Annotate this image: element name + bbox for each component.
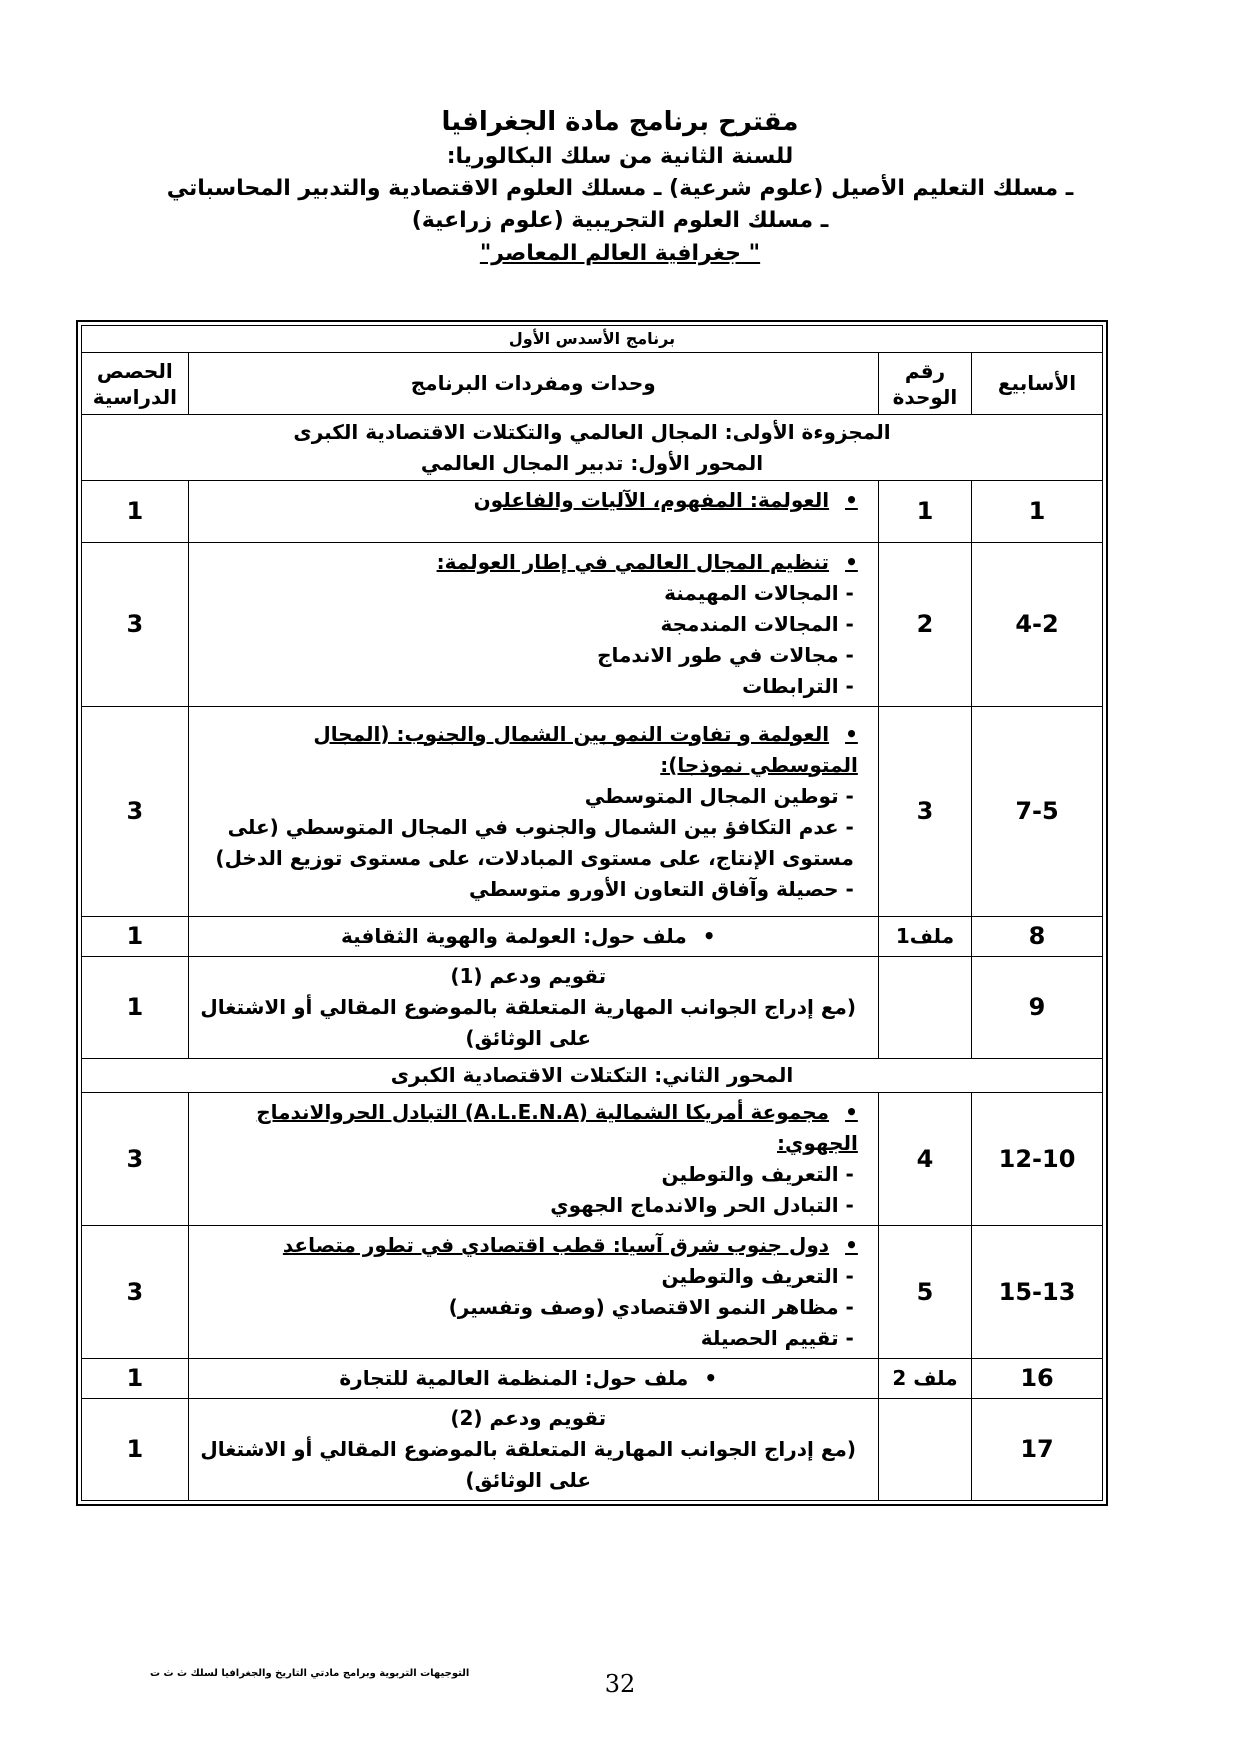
- content-item: - التعريف والتوطين: [199, 1261, 858, 1292]
- footer-note: التوجيهات التربوية وبرامج مادتي التاريخ والجغرافيا لسلك ث ث ت: [150, 1668, 470, 1679]
- evaluation-note: (مع إدراج الجوانب المهارية المتعلقة بالموضوع المقالي أو الاشتغال على الوثائق): [200, 1437, 857, 1492]
- unit-cell: [878, 1399, 971, 1501]
- content-cell: [188, 543, 878, 707]
- unit-cell: ملف 2: [878, 1359, 971, 1399]
- col-header-content: وحدات ومفردات البرنامج: [188, 353, 878, 415]
- hours-cell: 3: [82, 1226, 189, 1359]
- week-cell: 8: [972, 917, 1103, 957]
- evaluation-title: تقويم ودعم (1): [450, 964, 607, 988]
- content-item: - توطين المجال المتوسطي: [199, 781, 858, 812]
- content-cell: [188, 1226, 878, 1359]
- semester-title: برنامج الأسدس الأول: [82, 326, 1103, 353]
- content-item: - الترابطات: [199, 671, 858, 702]
- week-cell: 9: [972, 957, 1103, 1059]
- table-row: [82, 543, 1103, 707]
- week-cell: 4-2: [972, 543, 1103, 707]
- content-title: • دول جنوب شرق آسيا: قطب اقتصادي في تطور متصاعد: [199, 1230, 858, 1261]
- content-title: • العولمة: المفهوم، الآليات والفاعلون: [199, 485, 858, 516]
- program-table-frame: [76, 320, 1108, 1506]
- module-1-title: المجزوءة الأولى: المجال العالمي والتكتلات الاقتصادية الكبرى: [293, 419, 891, 444]
- col-header-unit: رقم الوحدة: [878, 353, 971, 415]
- axis-1-title: المحور الأول: تدبير المجال العالمي: [420, 450, 764, 475]
- unit-cell: 4: [878, 1093, 971, 1226]
- week-cell: 17: [972, 1399, 1103, 1501]
- week-cell: 12-10: [972, 1093, 1103, 1226]
- header-tracks-2: ـ مسلك العلوم التجريبية (علوم زراعية): [411, 208, 829, 233]
- hours-cell: 3: [82, 707, 189, 917]
- header-subject: " جغرافية العالم المعاصر": [479, 241, 761, 266]
- content-item: - تقييم الحصيلة: [199, 1323, 858, 1354]
- hours-cell: 1: [82, 957, 189, 1059]
- content-cell: [188, 1093, 878, 1226]
- evaluation-title: تقويم ودعم (2): [450, 1406, 607, 1430]
- unit-cell: 5: [878, 1226, 971, 1359]
- content-title: • تنظيم المجال العالمي في إطار العولمة:: [199, 547, 858, 578]
- hours-cell: 1: [82, 1359, 189, 1399]
- page-number: 32: [604, 1670, 636, 1698]
- content-cell: [188, 917, 878, 957]
- hours-cell: 1: [82, 917, 189, 957]
- table-row: [82, 707, 1103, 917]
- hours-cell: 3: [82, 1093, 189, 1226]
- hours-cell: 1: [82, 1399, 189, 1501]
- hours-cell: 3: [82, 543, 189, 707]
- content-item: - التعريف والتوطين: [199, 1159, 858, 1190]
- content-item: - التبادل الحر والاندماج الجهوي: [199, 1190, 858, 1221]
- week-cell: 1: [972, 481, 1103, 543]
- unit-cell: ملف1: [878, 917, 971, 957]
- table-row: [82, 1399, 1103, 1501]
- table-row: [82, 481, 1103, 543]
- content-item: - حصيلة وآفاق التعاون الأورو متوسطي: [199, 874, 858, 905]
- week-cell: 16: [972, 1359, 1103, 1399]
- header-tracks-1: ـ مسلك التعليم الأصيل (علوم شرعية) ـ مسلك العلوم الاقتصادية والتدبير المحاسباتي: [166, 176, 1074, 201]
- table-row: [82, 1359, 1103, 1399]
- module-1-heading: [82, 415, 1103, 481]
- document-header: [0, 103, 1240, 271]
- week-cell: 15-13: [972, 1226, 1103, 1359]
- content-item: - المجالات المهيمنة: [199, 578, 858, 609]
- content-title: • مجموعة أمريكا الشمالية (A.L.E.N.A) التبادل الحروالاندماج الجهوي:: [199, 1097, 858, 1159]
- content-title: • ملف حول: المنظمة العالمية للتجارة: [199, 1363, 858, 1394]
- content-cell: [188, 707, 878, 917]
- content-cell: [188, 1399, 878, 1501]
- evaluation-note: (مع إدراج الجوانب المهارية المتعلقة بالموضوع المقالي أو الاشتغال على الوثائق): [200, 995, 857, 1050]
- axis-2-title: المحور الثاني: التكتلات الاقتصادية الكبرى: [82, 1059, 1103, 1093]
- unit-cell: [878, 957, 971, 1059]
- col-header-hours: الحصص الدراسية: [82, 353, 189, 415]
- header-title: مقترح برنامج مادة الجغرافيا: [441, 107, 799, 137]
- col-header-weeks: الأسابيع: [972, 353, 1103, 415]
- header-level: للسنة الثانية من سلك البكالوريا:: [446, 144, 794, 169]
- unit-cell: 1: [878, 481, 971, 543]
- program-table: [81, 325, 1103, 1501]
- table-row: [82, 1093, 1103, 1226]
- content-cell: [188, 1359, 878, 1399]
- content-title: • العولمة و تفاوت النمو بين الشمال والجنوب: (المجال المتوسطي نموذجا):: [199, 719, 858, 781]
- content-item: - عدم التكافؤ بين الشمال والجنوب في المجال المتوسطي (على مستوى الإنتاج، على مستوى المبادلات، على مستوى توزيع الدخل): [199, 812, 858, 874]
- content-title: • ملف حول: العولمة والهوية الثقافية: [199, 921, 858, 952]
- week-cell: 7-5: [972, 707, 1103, 917]
- table-row: [82, 1226, 1103, 1359]
- table-row: [82, 957, 1103, 1059]
- content-item: - المجالات المندمجة: [199, 609, 858, 640]
- content-cell: [188, 957, 878, 1059]
- table-row: [82, 917, 1103, 957]
- content-item: - مظاهر النمو الاقتصادي (وصف وتفسير): [199, 1292, 858, 1323]
- unit-cell: 2: [878, 543, 971, 707]
- hours-cell: 1: [82, 481, 189, 543]
- content-item: - مجالات في طور الاندماج: [199, 640, 858, 671]
- unit-cell: 3: [878, 707, 971, 917]
- content-cell: [188, 481, 878, 543]
